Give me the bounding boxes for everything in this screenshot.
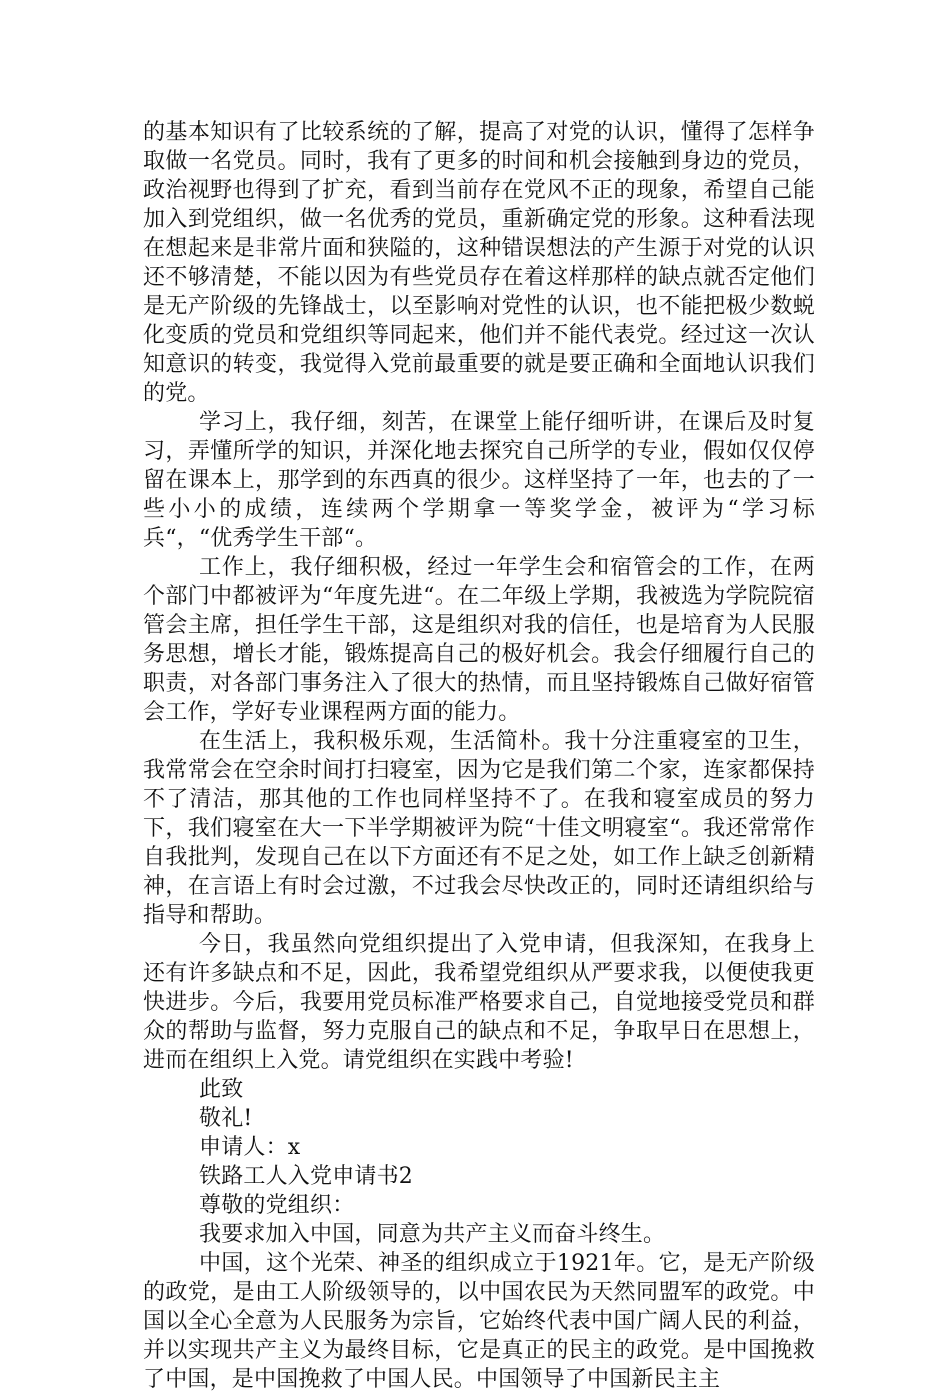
- closing-salutation: 此致: [199, 1077, 244, 1102]
- second-letter-greeting: 尊敬的党组织：: [199, 1193, 355, 1218]
- document-body: [143, 118, 815, 1394]
- paragraph-party-understanding: 的基本知识有了比较系统的了解，提高了对党的认识，懂得了怎样争取做一名党员。同时，我有了更多的时间和机会接触到身边的党员，政治视野也得到了扩充，看到当前存在党风不正的现象，希望自己能加入到党组织，做一名优秀的党员，重新确定党的形象。这种看法现在想起来是非常片面和狭隘的，这种错误想法的产生源于对党的认识还不够清楚，不能以因为有些党员存在着这样那样的缺点就否定他们是无产阶级的先锋战士，以至影响对党性的认识，也不能把极少数蜕化变质的党员和党组织等同起来，他们并不能代表党。经过这一次认知意识的转变，我觉得入党前最重要的就是要正确和全面地认识我们的党。: [143, 120, 815, 406]
- paragraph-study: 学习上，我仔细，刻苦，在课堂上能仔细听讲，在课后及时复习，弄懂所学的知识，并深化地去探究自己所学的专业，假如仅仅停留在课本上，那学到的东西真的很少。这样坚持了一年，也去的了一些小小的成绩，连续两个学期拿一等奖学金，被评为“学习标兵“，“优秀学生干部“。: [143, 410, 815, 551]
- closing-regards: 敬礼!: [199, 1106, 253, 1131]
- second-letter-title: 铁路工人入党申请书2: [199, 1164, 413, 1189]
- paragraph-life: 在生活上，我积极乐观，生活简朴。我十分注重寝室的卫生，我常常会在空余时间打扫寝室，因为它是我们第二个家，连家都保持不了清洁，那其他的工作也同样坚持不了。在我和寝室成员的努力下，我们寝室在大一下半学期被评为院“十佳文明寝室“。我还常常作自我批判，发现自己在以下方面还有不足之处，如工作上缺乏创新精神，在言语上有时会过激，不过我会尽快改正的，同时还请组织给与指导和帮助。: [143, 729, 815, 928]
- second-letter-body: 中国，这个光荣、神圣的组织成立于1921年。它，是无产阶级的政党，是由工人阶级领导的，以中国农民为天然同盟军的政党。中国以全心全意为人民服务为宗旨，它始终代表中国广阔人民的利益，并以实现共产主义为最终目标，它是真正的民主的政党。是中国挽救了中国，是中国挽救了中国人民。中国领导了中国新民主主: [143, 1251, 815, 1392]
- second-letter-opening: 我要求加入中国，同意为共产主义而奋斗终生。: [199, 1222, 666, 1247]
- applicant-signature: 申请人：x: [199, 1135, 301, 1160]
- paragraph-commitment: 今日，我虽然向党组织提出了入党申请，但我深知，在我身上还有许多缺点和不足，因此，我希望党组织从严要求我，以便使我更快进步。今后，我要用党员标准严格要求自己，自觉地接受党员和群众的帮助与监督，努力克服自己的缺点和不足，争取早日在思想上，进而在组织上入党。请党组织在实践中考验!: [143, 932, 815, 1073]
- paragraph-work: 工作上，我仔细积极，经过一年学生会和宿管会的工作，在两个部门中都被评为“年度先进“。在二年级上学期，我被选为学院院宿管会主席，担任学生干部，这是组织对我的信任，也是培育为人民服务思想，增长才能，锻炼提高自己的极好机会。我会仔细履行自己的职责，对各部门事务注入了很大的热情，而且坚持锻炼自己做好宿管会工作，学好专业课程两方面的能力。: [143, 555, 815, 725]
